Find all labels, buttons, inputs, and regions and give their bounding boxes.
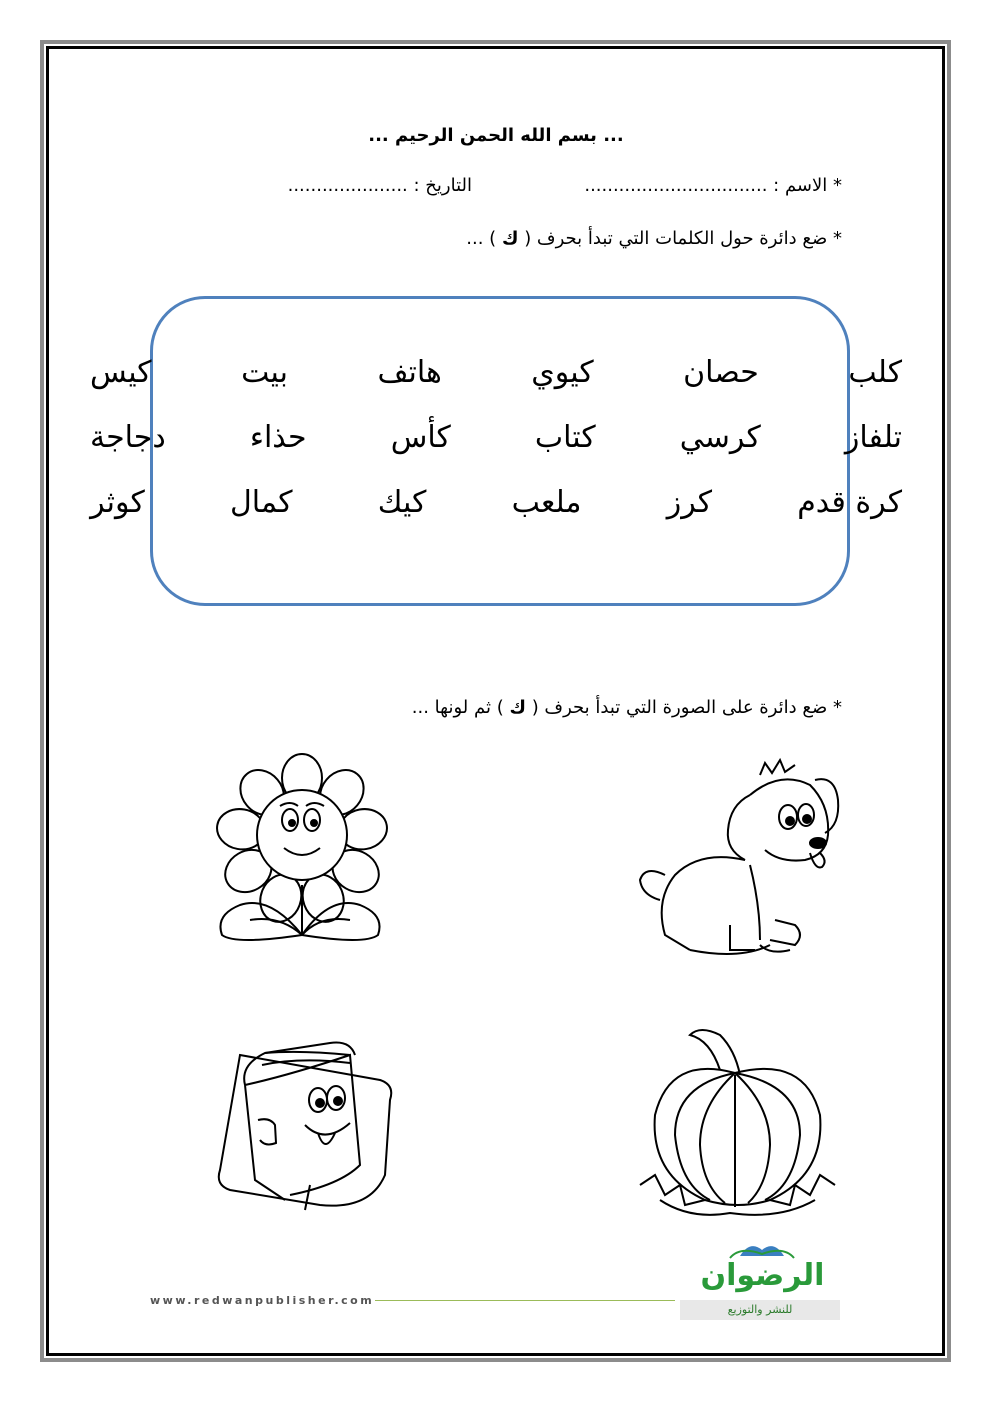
word-item[interactable]: كيوي [531, 355, 594, 390]
flower-drawing[interactable] [210, 745, 390, 950]
word-item[interactable]: دجاجة [90, 420, 166, 455]
footer-rule [375, 1300, 675, 1301]
dog-drawing[interactable] [630, 755, 845, 960]
word-item[interactable]: كأس [390, 420, 451, 455]
word-item[interactable]: كتاب [534, 420, 596, 455]
exercise1-instruction [466, 228, 842, 249]
date-field[interactable]: التاريخ : ..................... [287, 175, 472, 196]
publisher-logo [680, 1232, 845, 1324]
basmala-title: ... بسم الله الحمن الرحيم ... [368, 125, 624, 146]
word-item[interactable]: كيس [90, 355, 152, 390]
website-url[interactable]: www.redwanpublisher.com [150, 1294, 375, 1307]
word-item[interactable]: كلب [848, 355, 902, 390]
word-item[interactable]: كمال [229, 485, 293, 520]
word-row [90, 485, 902, 520]
exercise2-instruction [412, 697, 842, 718]
word-item[interactable]: كرسي [679, 420, 761, 455]
word-item[interactable]: بيت [241, 355, 288, 390]
word-row [90, 355, 902, 390]
word-item[interactable]: تلفاز [844, 420, 902, 455]
instruction-end: ) ثم لونها ... [411, 697, 504, 718]
word-item[interactable]: هاتف [377, 355, 442, 390]
target-letter: ك [509, 697, 526, 718]
word-item[interactable]: كرز [666, 485, 713, 520]
pumpkin-drawing[interactable] [630, 1025, 845, 1225]
instruction-text: * ضع دائرة على الصورة التي تبدأ بحرف ( [531, 697, 842, 718]
word-item[interactable]: كوثر [90, 485, 145, 520]
logo-name: الرضوان [700, 1258, 825, 1293]
word-item[interactable]: حذاء [249, 420, 307, 455]
instruction-text: * ضع دائرة حول الكلمات التي تبدأ بحرف ( [524, 228, 842, 249]
book-drawing[interactable] [210, 1025, 405, 1220]
instruction-end: ) ... [466, 228, 497, 249]
logo-subtitle: للنشر والتوزيع [680, 1300, 840, 1320]
name-field[interactable]: * الاسم : ................................ [584, 175, 842, 196]
target-letter: ك [501, 228, 519, 249]
word-item[interactable]: ملعب [511, 485, 582, 520]
word-row [90, 420, 902, 455]
word-item[interactable]: كرة قدم [797, 485, 902, 520]
word-item[interactable]: كيك [377, 485, 427, 520]
word-item[interactable]: حصان [683, 355, 759, 390]
